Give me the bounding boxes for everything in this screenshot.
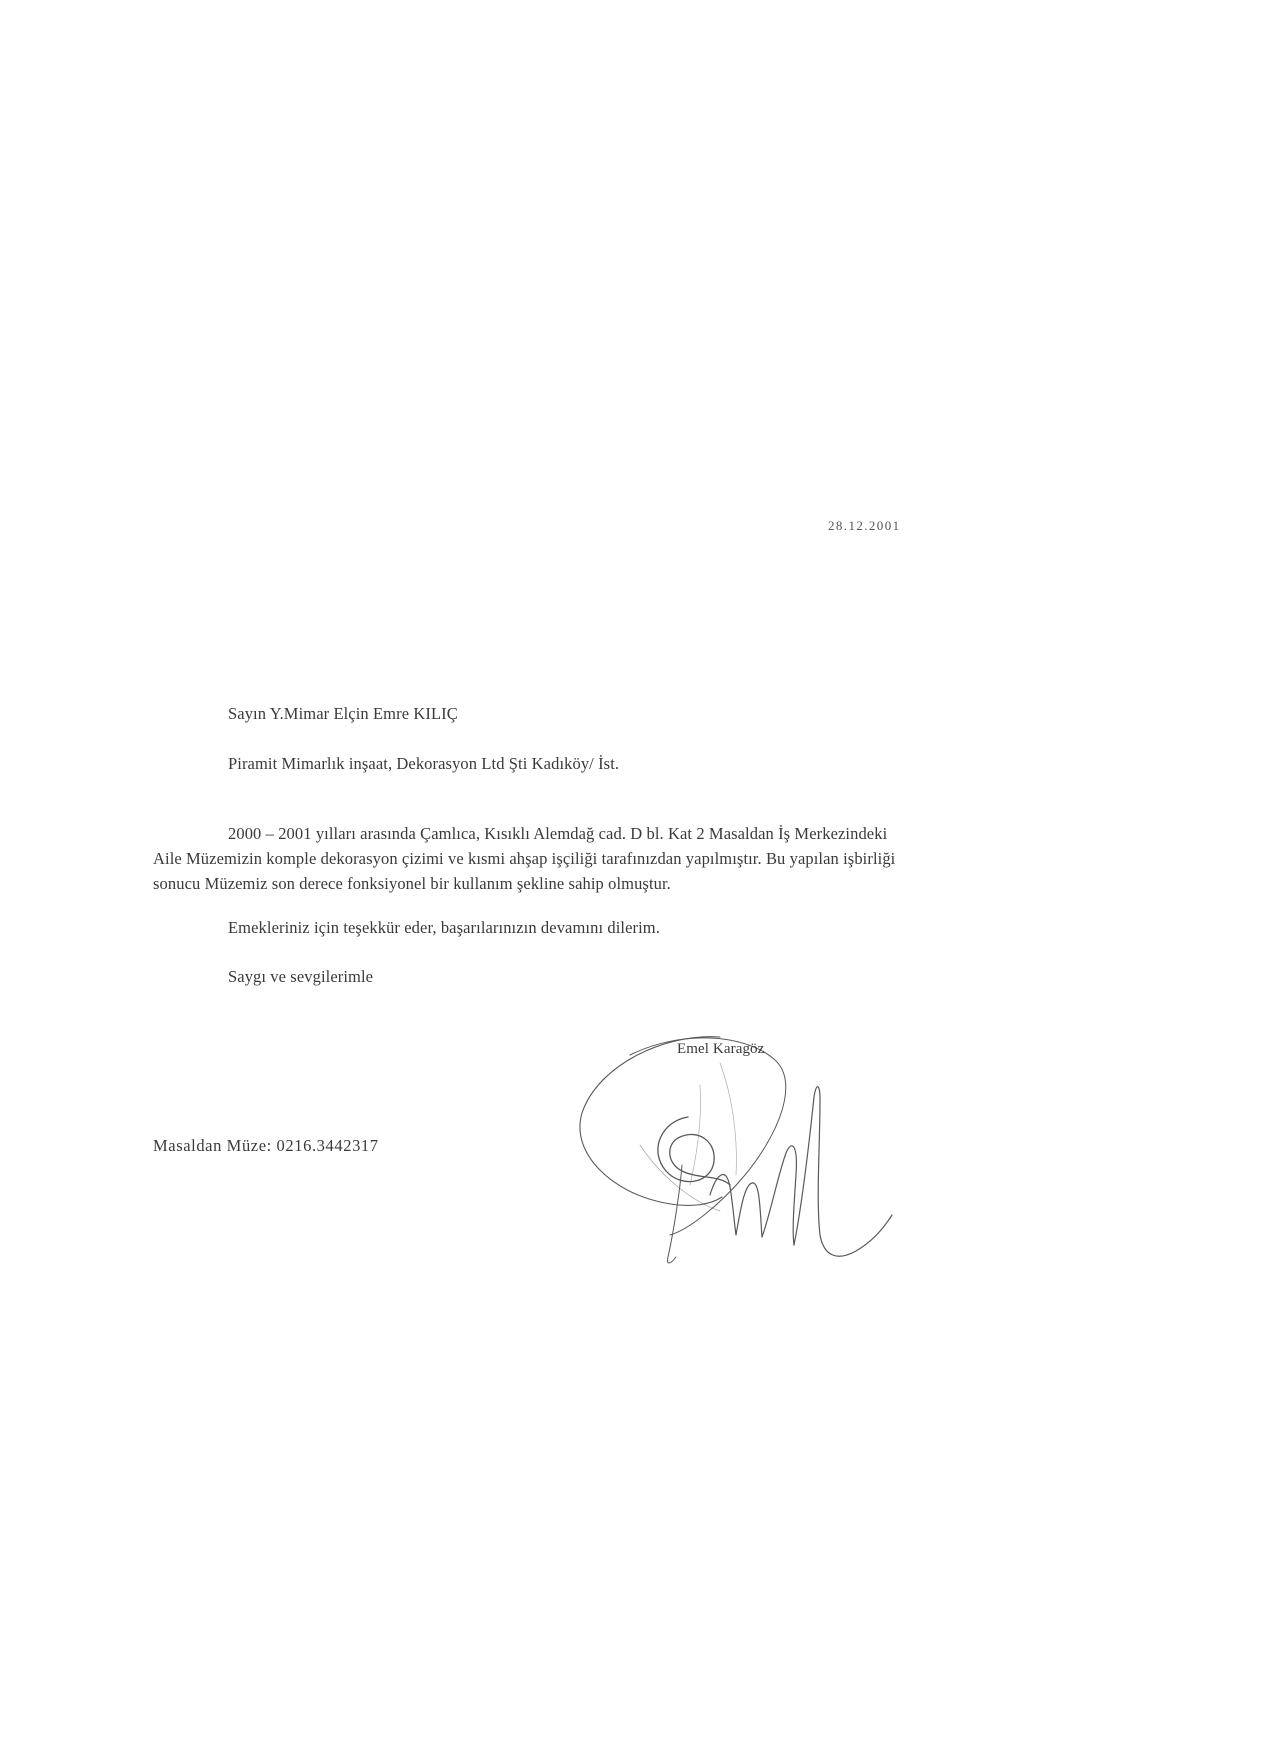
- body-line: sonucu Müzemiz son derece fonksiyonel bir kullanım şekline sahip olmuştur.: [153, 874, 671, 893]
- salutation: Sayın Y.Mimar Elçin Emre KILIÇ: [228, 704, 458, 723]
- recipient-company: Piramit Mimarlık inşaat, Dekorasyon Ltd Şti Kadıköy/ İst.: [228, 754, 620, 773]
- handwritten-signature: [570, 1025, 940, 1285]
- body-line: 2000 – 2001 yılları arasında Çamlıca, Kısıklı Alemdağ cad. D bl. Kat 2 Masaldan İş Merkezindeki: [228, 824, 888, 843]
- closing-line: Saygı ve sevgilerimle: [228, 967, 374, 986]
- signer-name: Emel Karagöz: [677, 1041, 765, 1057]
- thanks-line: Emekleriniz için teşekkür eder, başarılarınızın devamını dilerim.: [228, 918, 660, 937]
- body-line: Aile Müzemizin komple dekorasyon çizimi ve kısmi ahşap işçiliği tarafınızdan yapılmıştır. Bu yapılan işbirliği: [153, 849, 896, 868]
- museum-phone: Masaldan Müze: 0216.3442317: [153, 1136, 379, 1155]
- letter-date: 28.12.2001: [828, 518, 901, 533]
